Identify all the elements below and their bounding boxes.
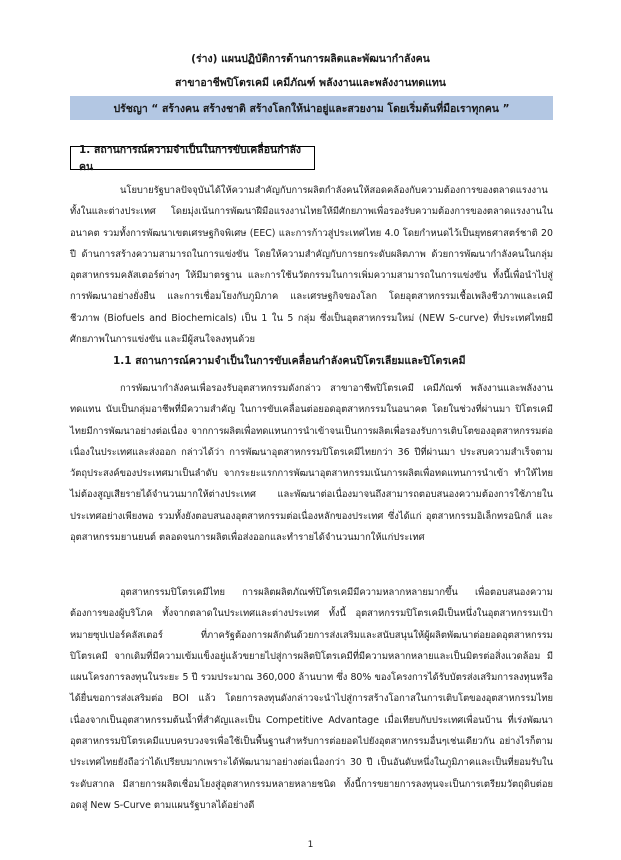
section-1-1-paragraph-2: อุตสาหกรรมปิโตรเคมีไทย การผลิตผลิตภัณฑ์ปิโตรเคมีมีความหลากหลายมากขึ้น เพื่อตอบสนองความต้องการของผู้บริโภค ทั้งจากตลาดในประเทศและต่างประเทศ ทั้งนี้ อุตสาหกรรมปิโตรเคมีเป็นหนึ่งในอุตสาหกรรมเป้าหมายซุปเปอร์คลัสเตอร์ ที่ภาครัฐต้องการผลักดันด้วยการส่งเสริมและสนับสนุนให้ผู้ผลิตพัฒนาต่อยอดอุตสาหกรรมปิโตรเคมี จากเดิมที่มีความเข้มแข็งอยู่แล้วขยายไปสู่การผลิตปิโตรเคมีที่มีความหลากหลายและเป็นมิตรต่อสิ่งแวดล้อม มีแผนโครงการลงทุนในระยะ 5 ปี รวมประมาณ 360,000 ล้านบาท ซึ่ง 80% ของโครงการได้รับบัตรส่งเสริมการลงทุนหรือได้ยื่นขอการส่งเสริมต่อ BOI แล้ว โดยการลงทุนดังกล่าวจะนำไปสู่การสร้างโอกาสในการเติบโตของอุตสาหกรรมไทยเนื่องจากเป็นอุตสาหกรรมต้นน้ำที่สำคัญและเป็น Competitive Advantage เมื่อเทียบกับประเทศเพื่อนบ้าน ที่เร่งพัฒนาอุตสาหกรรมปิโตรเคมีแบบครบวงจรเพื่อใช้เป็นพื้นฐานสำหรับการต่อยอดไปยังอุตสาหกรรมอื่นๆเช่นเดียวกัน อย่างไรก็ตามประเทศไทยยังถือว่าได้เปรียบมากเพราะได้พัฒนามาอย่างต่อเนื่องกว่า 30 ปี เป็นอันดับหนึ่งในภูมิภาคและเป็นที่ยอมรับในระดับสากล มีสายการผลิตเชื่อมโยงสู่อุตสาหกรรมหลายหลายชนิด ทั้งนี้การขยายการลงทุนจะเป็นการเตรียมวัตถุดิบต่อยอดสู่ New S-Curve ตามแผนรัฐบาลได้อย่างดี [70,587,553,811]
document-title: (ร่าง) แผนปฏิบัติการด้านการผลิตและพัฒนากำลังคน [191,53,430,65]
page-number: 1 [307,840,314,850]
document-subtitle: สาขาอาชีพปิโตรเคมี เคมีภัณฑ์ พลังงานและพลังงานทดแทน [175,77,446,89]
section-1-1-paragraph-1: การพัฒนากำลังคนเพื่อรองรับอุตสาหกรรมดังกล่าว สาขาอาชีพปิโตรเคมี เคมีภัณฑ์ พลังงานและพลังงานทดแทน นับเป็นกลุ่มอาชีพที่มีความสำคัญ ในการขับเคลื่อนต่อยอดอุตสาหกรรมในอนาคต โดยในช่วงที่ผ่านมา ปิโตรเคมีไทยมีการพัฒนาอย่างต่อเนื่อง จากการผลิตเพื่อทดแทนการนำเข้าจนเป็นการผลิตเพื่อรองรับการเติบโตของอุตสาหกรรมต่อเนื่องในประเทศและส่งออก กล่าวได้ว่า การพัฒนาอุตสาหกรรมปิโตรเคมีไทยกว่า 36 ปีที่ผ่านมา ประสบความสำเร็จตามวัตถุประสงค์ของประเทศมาเป็นลำดับ จากระยะแรกการพัฒนาอุตสาหกรรมเน้นการผลิตเพื่อทดแทนการนำเข้า ทำให้ไทยไม่ต้องสูญเสียรายได้จำนวนมากให้ต่างประเทศ และพัฒนาต่อเนื่องมาจนถึงสามารถตอบสนองความต้องการใช้ภายในประเทศอย่างเพียงพอ รวมทั้งยังตอบสนองอุตสาหกรรมต่อเนื่องหลักของประเทศ ซึ่งได้แก่ อุตสาหกรรมอิเล็กทรอนิกส์ และอุตสาหกรรมยานยนต์ ตลอดจนการผลิตเพื่อส่งออกและทำรายได้จำนวนมากให้แก่ประเทศ [70,383,553,544]
section-1-1-heading: 1.1 สถานการณ์ความจำเป็นในการขับเคลื่อนกำลังคนปิโตรเลียมและปิโตรเคมี [113,355,466,367]
section-1-paragraph: นโยบายรัฐบาลปัจจุบันได้ให้ความสำคัญกับการผลิตกำลังคนให้สอดคล้องกับความต้องการของตลาดแรงงานทั้งในและต่างประเทศ โดยมุ่งเน้นการพัฒนาฝีมือแรงงานไทยให้มีศักยภาพเพื่อรองรับความต้องการของตลาดแรงงานในอนาคต รวมทั้งการพัฒนาเขตเศรษฐกิจพิเศษ (EEC) และการก้าวสู่ประเทศไทย 4.0 โดยกำหนดไว้เป็นยุทธศาสตร์ชาติ 20 ปี ด้านการสร้างความสามารถในการแข่งขัน โดยให้ความสำคัญกับการยกระดับผลิตภาพ ด้วยการพัฒนากำลังคนในกลุ่มอุตสาหกรรมคลัสเตอร์ต่างๆ ให้มีมาตรฐาน และการใช้นวัตกรรมในการเพิ่มความสามารถในการแข่งขัน ทั้งนี้เพื่อนำไปสู่การพัฒนาอย่างยั่งยืน และการเชื่อมโยงกับภูมิภาค และเศรษฐกิจของโลก โดยอุตสาหกรรมเชื้อเพลิงชีวภาพและเคมีชีวภาพ (Biofuels and Biochemicals) เป็น 1 ใน 5 กลุ่ม ซึ่งเป็นอุตสาหกรรมใหม่ (NEW S-curve) ที่ประเทศไทยมีศักยภาพในการแข่งขัน และมีผู้สนใจลงทุนด้วย [70,185,553,346]
section-1-heading-box [70,144,315,173]
philosophy-banner [70,96,553,120]
section-1-heading: 1. สถานการณ์ความจำเป็นในการขับเคลื่อนกำลังคน [79,144,302,173]
philosophy-text: ปรัชญา “ สร้างคน สร้างชาติ สร้างโลกให้น่าอยู่และสวยงาม โดยเริ่มต้นที่มือเราทุกคน ” [113,102,510,115]
